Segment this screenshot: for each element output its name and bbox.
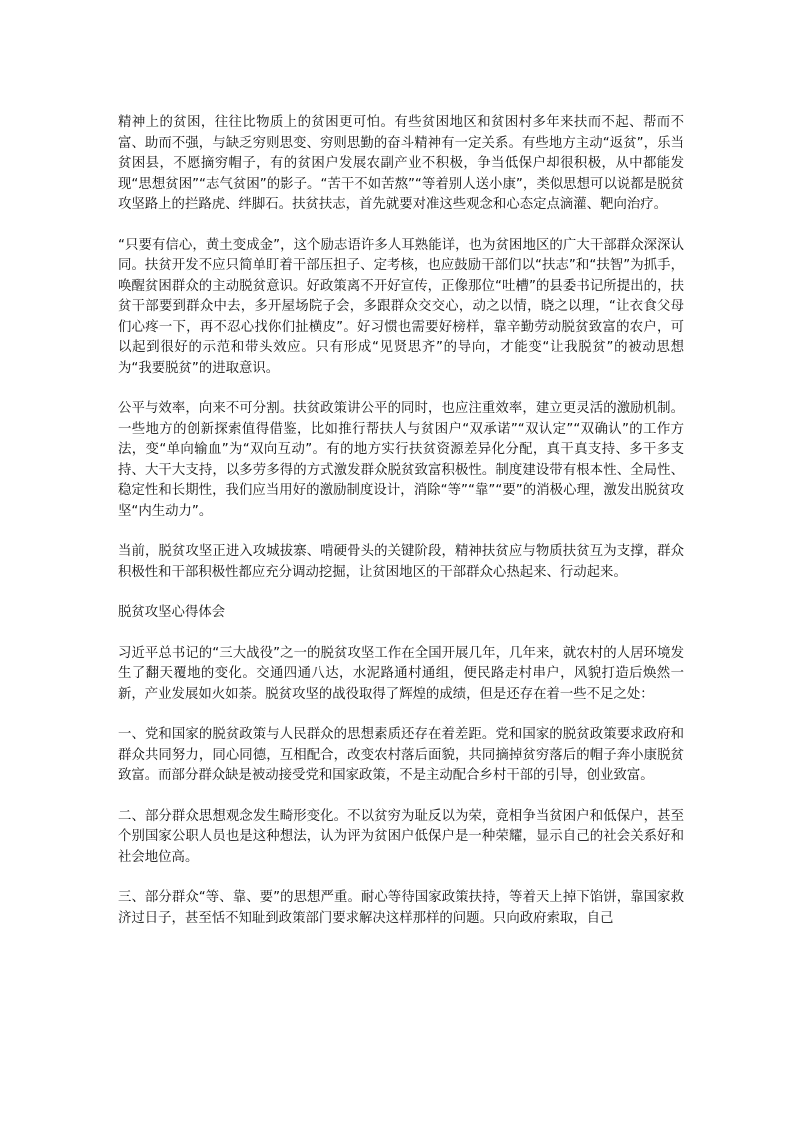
paragraph: 一、党和国家的脱贫政策与人民群众的思想素质还存在着差距。党和国家的脱贫政策要求政府和群众共同努力，同心同德，互相配合，改变农村落后面貌，共同摘掉贫穷落后的帽子奔小康脱贫致富。而部分群众缺是被动接受党和国家政策，不是主动配合乡村干部的引导，创业致富。: [118, 727, 684, 783]
paragraph: 三、部分群众“等、靠、要”的思想严重。耐心等待国家政策扶持，等着天上掉下馅饼，靠国家救济过日子，甚至恬不知耻到政策部门要求解决这样那样的问题。只向政府索取，自己: [118, 890, 684, 926]
paragraph: 精神上的贫困，往往比物质上的贫困更可怕。有些贫困地区和贫困村多年来扶而不起、帮而不富、助而不强，与缺乏穷则思变、穷则思勤的奋斗精神有一定关系。有些地方主动“返贫”，乐当贫困县，不愿摘穷帽子，有的贫困户发展农副产业不积极，争当低保户却很积极，从中都能发现“思想贫困”“志气贫困”的影子。“苦干不如苦熬”“等着别人送小康”，类似思想可以说都是脱贫攻坚路上的拦路虎、绊脚石。扶贫扶志，首先就要对准这些观念和心态定点滴灌、靶向治疗。: [118, 115, 684, 212]
paragraph: “只要有信心，黄土变成金”，这个励志语许多人耳熟能详，也为贫困地区的广大干部群众深深认同。扶贫开发不应只简单盯着干部压担子、定考核，也应鼓励干部们以“扶志”和“扶智”为抓手，唤醒贫困群众的主动脱贫意识。好政策离不开好宣传，正像那位“吐槽”的县委书记所提出的，扶贫干部要到群众中去，多开屋场院子会，多跟群众交交心，动之以情，晓之以理，“让衣食父母们心疼一下，再不忍心找你们扯横皮”。好习惯也需要好榜样，靠辛勤劳动脱贫致富的农户，可以起到很好的示范和带头效应。只有形成“见贤思齐”的导向，才能变“让我脱贫”的被动思想为“我要脱贫”的进取意识。: [118, 237, 684, 376]
paragraph: 习近平总书记的“三大战役”之一的脱贫攻坚工作在全国开展几年，几年来，就农村的人居环境发生了翻天覆地的变化。交通四通八达，水泥路通村通组，便民路走村串户，风貌打造后焕然一新，产业发展如火如荼。脱贫攻坚的战役取得了辉煌的成绩，但是还存在着一些不足之处：: [118, 645, 684, 702]
paragraph: 当前，脱贫攻坚正进入攻城拔寨、啃硬骨头的关键阶段，精神扶贫应与物质扶贫互为支撑，群众积极性和干部积极性都应充分调动挖掘，让贫困地区的干部群众心热起来、行动起来。: [118, 544, 684, 580]
document-page: [118, 113, 684, 949]
section-heading: 脱贫攻坚心得体会: [118, 605, 226, 620]
paragraph: 公平与效率，向来不可分割。扶贫政策讲公平的同时，也应注重效率，建立更灵活的激励机制。一些地方的创新探索值得借鉴，比如推行帮扶人与贫困户“双承诺”“双认定”“双确认”的工作方法，变“单向输血”为“双向互动”。有的地方实行扶贫资源差异化分配，真干真支持、多干多支持、大干大支持，以多劳多得的方式激发群众脱贫致富积极性。制度建设带有根本性、全局性、稳定性和长期性，我们应当用好的激励制度设计，消除“等”“靠”“要”的消极心理，激发出脱贫攻坚“内生动力”。: [118, 401, 684, 519]
paragraph: 二、部分群众思想观念发生畸形变化。不以贫穷为耻反以为荣，竟相争当贫困户和低保户，甚至个别国家公职人员也是这种想法，认为评为贫困户低保户是一种荣耀，显示自己的社会关系好和社会地位高。: [118, 808, 684, 865]
